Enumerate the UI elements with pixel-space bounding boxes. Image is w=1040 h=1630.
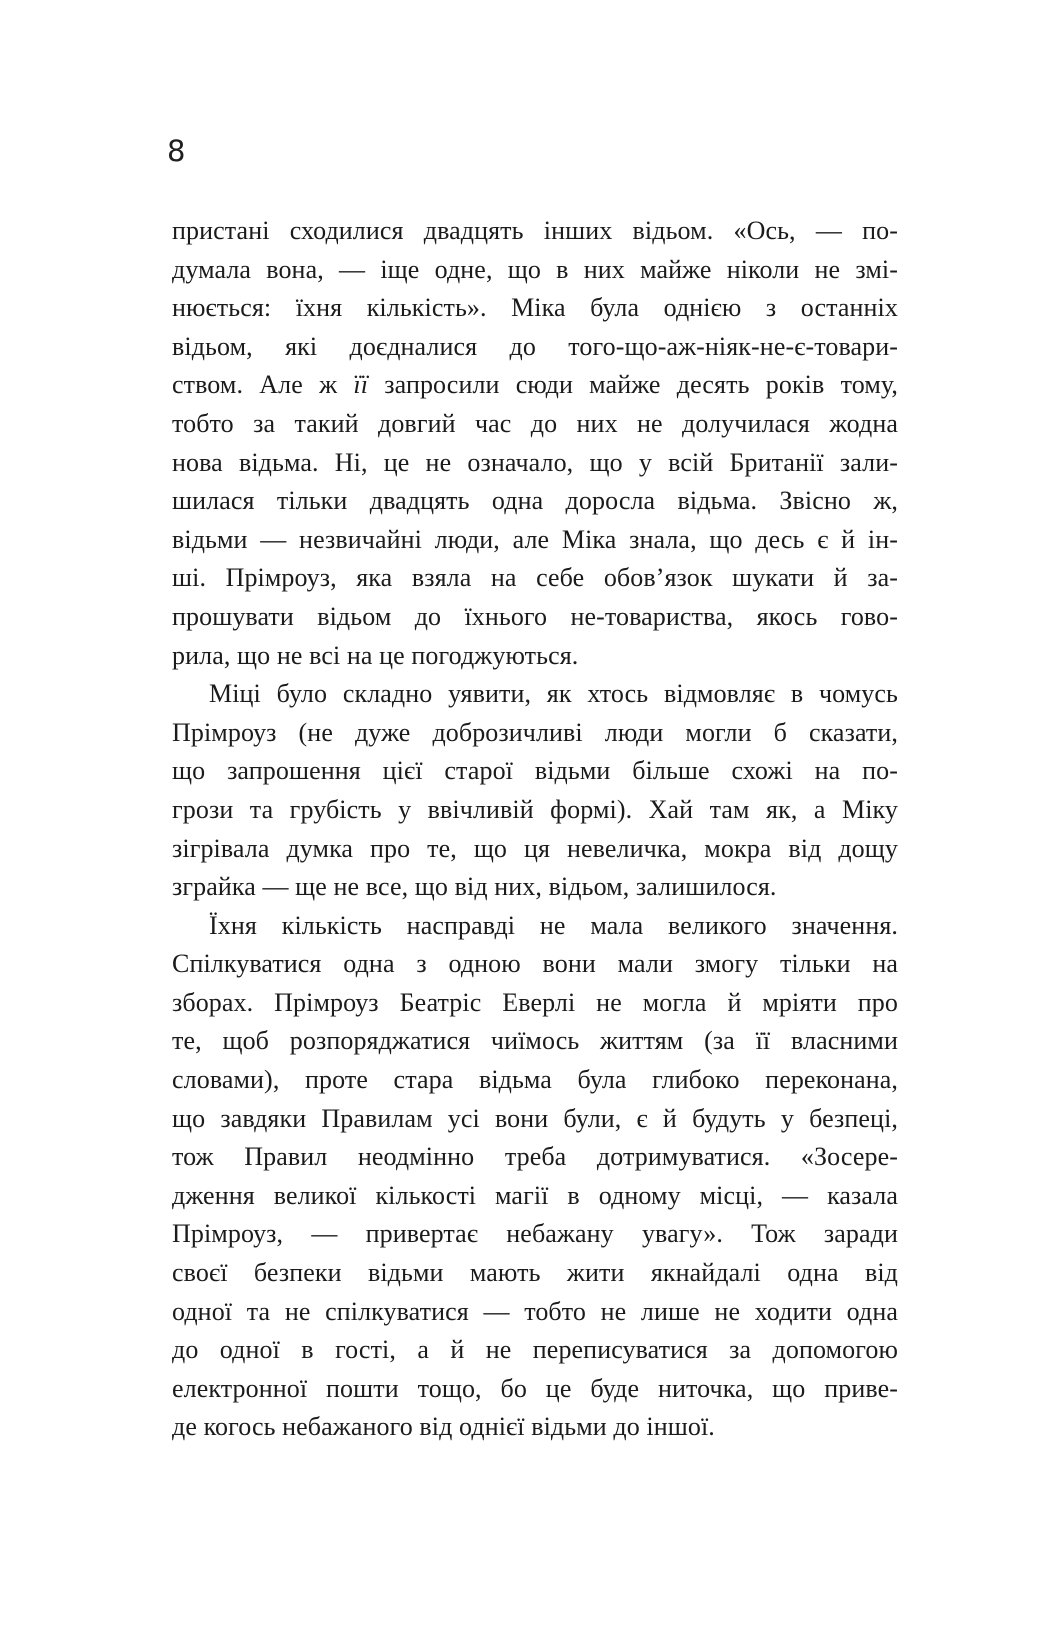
text-line: що завдяки Правилам усі вони були, є й будуть у безпеці, — [172, 1103, 898, 1133]
text-line: Прімроуз, — привертає небажану увагу». Тож заради — [172, 1219, 898, 1249]
text-line: тобто за такий довгий час до них не долучилася жодна — [172, 408, 898, 438]
text-line: словами), проте стара відьма була глибоко переконана, — [172, 1065, 898, 1095]
text-line: зграйка — ще не все, що від них, відьом, залишилося. — [172, 872, 777, 902]
text-line: думала вона, — іще одне, що в них майже ніколи не змі- — [172, 254, 898, 284]
text-line: зборах. Прімроуз Беатріс Еверлі не могла й мріяти про — [172, 987, 898, 1017]
text-line: дження великої кількості магії в одному місці, — казала — [172, 1180, 898, 1210]
text-part: ством. Але ж — [172, 370, 354, 400]
text-line: Спілкуватися одна з одною вони мали змогу тільки на — [172, 949, 898, 979]
text-line: ші. Прімроуз, яка взяла на себе обов’язок шукати й за- — [172, 563, 898, 593]
text-line: де когось небажаного від однієї відьми до іншої. — [172, 1412, 715, 1442]
text-line: відьом, які доєдналися до того-що-аж-ніяк-не-є-товари- — [172, 331, 898, 361]
text-line: прошувати відьом до їхнього не-товариства, якось гово- — [172, 601, 898, 631]
text-line: до одної в гості, а й не переписуватися за допомогою — [172, 1335, 898, 1365]
text-line: шилася тільки двадцять одна доросла відьма. Звісно ж, — [172, 486, 898, 516]
text-line: електронної пошти тощо, бо це буде ниточка, що приве- — [172, 1373, 898, 1403]
text-line: що запрошення цієї старої відьми більше схожі на по- — [172, 756, 898, 786]
text-line: своєї безпеки відьми мають жити якнайдалі одна від — [172, 1258, 898, 1288]
text-line: Прімроуз (не дуже доброзичливі люди могли б сказати, — [172, 717, 898, 747]
text-line: Міці було складно уявити, як хтось відмовляє в чомусь — [209, 679, 898, 709]
text-line: зігрівала думка про те, що ця невеличка, мокра від дощу — [172, 833, 898, 863]
text-line: грози та грубість у ввічливій формі). Хай там як, а Міку — [172, 794, 898, 824]
text-line: пристані сходилися двадцять інших відьом. «Ось, — по- — [172, 216, 898, 245]
text-line: нюється: їхня кількість». Міка була однією з останніх — [172, 293, 898, 323]
text-block — [172, 212, 898, 1447]
text-line: відьми — незвичайні люди, але Міка знала, що десь є й ін- — [172, 524, 898, 554]
text-line: рила, що не всі на це погоджуються. — [172, 640, 579, 670]
text-line: Їхня кількість насправді не мала великого значення. — [209, 910, 898, 940]
text-line: нова відьма. Ні, це не означало, що у всій Британії зали- — [172, 447, 898, 477]
italic-text: її — [353, 370, 369, 400]
text-line: одної та не спілкуватися — тобто не лише не ходити одна — [172, 1296, 898, 1326]
text-part: запросили сюди майже десять років тому, — [368, 370, 898, 400]
text-line: тож Правил неодмінно треба дотримуватися. «Зосере- — [172, 1142, 898, 1172]
text-line: те, щоб розпоряджатися чиїмось життям (за її власними — [172, 1026, 898, 1056]
page-number: 8 — [167, 134, 186, 168]
text-line — [172, 366, 898, 405]
